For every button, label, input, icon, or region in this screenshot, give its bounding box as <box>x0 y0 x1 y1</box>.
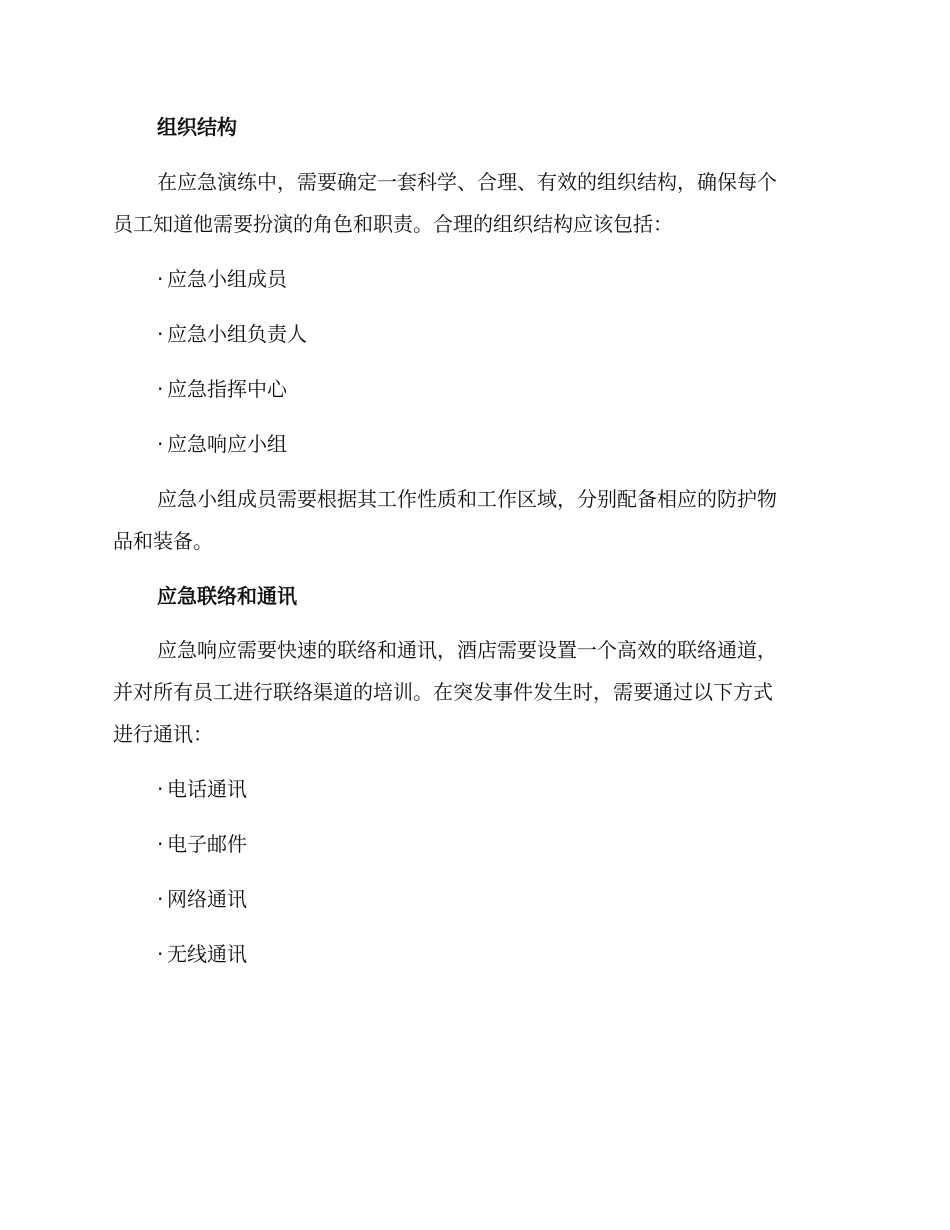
bullet-icon: · <box>157 322 164 346</box>
list-item <box>157 775 247 803</box>
paragraph-line: 在应急演练中，需要确定一套科学、合理、有效的组织结构，确保每个 <box>157 170 777 194</box>
bullet-icon: · <box>157 377 164 401</box>
paragraph-line: 应急小组成员需要根据其工作性质和工作区域，分别配备相应的防护物 <box>157 487 777 511</box>
list-item-label: 网络通讯 <box>167 887 247 911</box>
list-item <box>157 885 247 913</box>
list-item-label: 电子邮件 <box>167 832 247 856</box>
list-item <box>157 830 247 858</box>
list-item <box>157 940 247 968</box>
section-heading-emergency-communication: 应急联络和通讯 <box>157 584 297 608</box>
section-heading-org-structure: 组织结构 <box>157 115 237 139</box>
paragraph-line: 员工知道他需要扮演的角色和职责。合理的组织结构应该包括： <box>113 212 673 236</box>
list-item-label: 电话通讯 <box>167 777 247 801</box>
list-item-label: 应急指挥中心 <box>167 377 287 401</box>
list-item-label: 应急小组成员 <box>167 267 287 291</box>
bullet-icon: · <box>157 887 164 911</box>
list-item <box>157 430 287 458</box>
list-item <box>157 265 287 293</box>
list-item <box>157 375 287 403</box>
paragraph-line: 应急响应需要快速的联络和通讯，酒店需要设置一个高效的联络通道， <box>157 638 777 662</box>
list-item-label: 应急小组负责人 <box>167 322 307 346</box>
bullet-icon: · <box>157 832 164 856</box>
bullet-icon: · <box>157 777 164 801</box>
bullet-icon: · <box>157 942 164 966</box>
list-item-label: 应急响应小组 <box>167 432 287 456</box>
paragraph-line: 并对所有员工进行联络渠道的培训。在突发事件发生时，需要通过以下方式 <box>113 680 773 704</box>
bullet-icon: · <box>157 432 164 456</box>
paragraph-line: 进行通讯： <box>113 722 213 746</box>
list-item-label: 无线通讯 <box>167 942 247 966</box>
list-item <box>157 320 307 348</box>
paragraph-line: 品和装备。 <box>113 529 213 553</box>
bullet-icon: · <box>157 267 164 291</box>
